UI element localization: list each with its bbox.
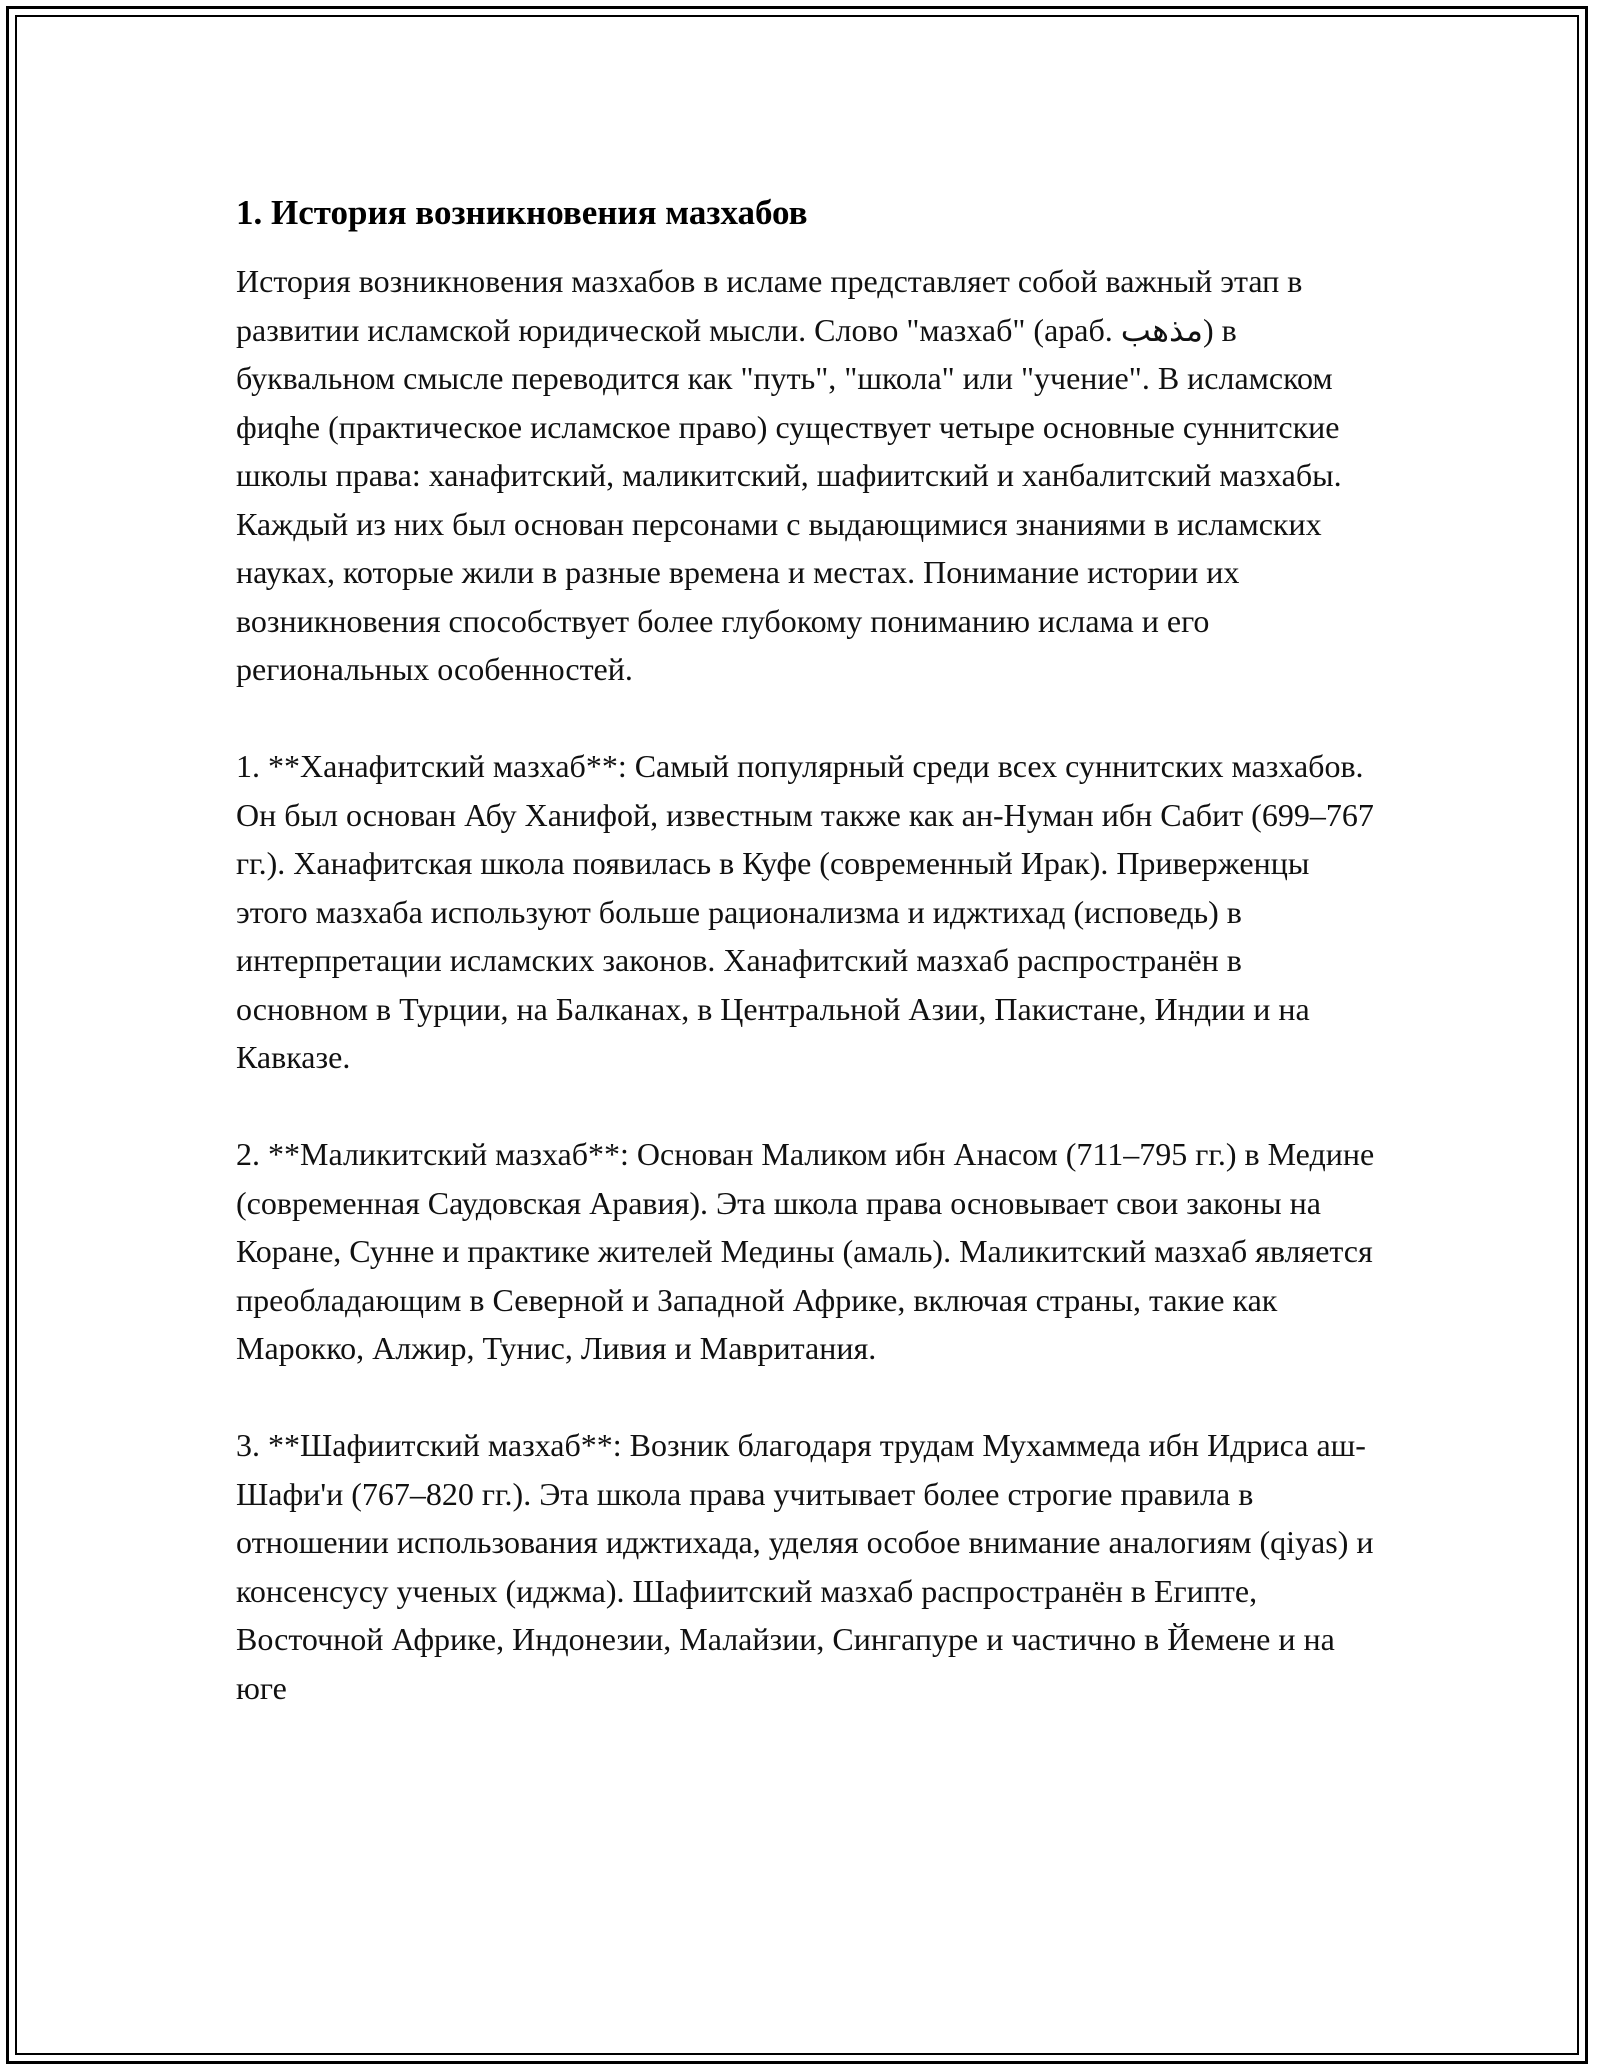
intro-paragraph [236,257,1376,694]
document-body [236,187,1376,1712]
list-item-hanafi: 1. **Ханафитский мазхаб**: Самый популярный среди всех суннитских мазхабов. Он был основан Абу Ханифой, известным также как ан-Нуман ибн Сабит (699–767 гг.). Ханафитская школа появилась в Куфе (современный Ирак). Приверженцы этого мазхаба используют больше рационализма и иджтихад (исповедь) в интерпретации исламских законов. Ханафитский мазхаб распространён в основном в Турции, на Балканах, в Центральной Азии, Пакистане, Индии и на Кавказе. [236,748,1374,1075]
intro-text-end: ) в буквальном смысле переводится как "путь", "школа" или "учение". В исламском фиqhe (практическое исламское право) существует четыре основные суннитские школы права: ханафитский, маликитский, шафиитский и ханбалитский мазхабы. Каждый из них был основан персонами с выдающимися знаниями в исламских науках, которые жили в разные времена и местах. Понимание истории их возникновения способствует более глубокому пониманию ислама и его региональных особенностей. [236,311,1342,687]
list-item-shafii: 3. **Шафиитский мазхаб**: Возник благодаря трудам Мухаммеда ибн Идриса аш-Шафи'и (767–820 гг.). Эта школа права учитывает более строгие правила в отношении использования иджтихада, уделяя особое внимание аналогиям (qiyas) и консенсусу ученых (иджма). Шафиитский мазхаб распространён в Египте, Восточной Африке, Индонезии, Малайзии, Сингапуре и частично в Йемене и на юге [236,1427,1374,1706]
list-item-maliki: 2. **Маликитский мазхаб**: Основан Маликом ибн Анасом (711–795 гг.) в Медине (современная Саудовская Аравия). Эта школа права основывает свои законы на Коране, Сунне и практике жителей Медины (амаль). Маликитский мазхаб является преобладающим в Северной и Западной Африке, включая страны, такие как Марокко, Алжир, Тунис, Ливия и Мавритания. [236,1136,1375,1366]
intro-text-start: История возникновения мазхабов в исламе представляет собой важный этап в развитии исламской юридической мысли. Слово "мазхаб" (араб. [236,263,1303,348]
arabic-word: مذهب [1120,310,1203,349]
section-heading: 1. История возникновения мазхабов [236,193,808,232]
